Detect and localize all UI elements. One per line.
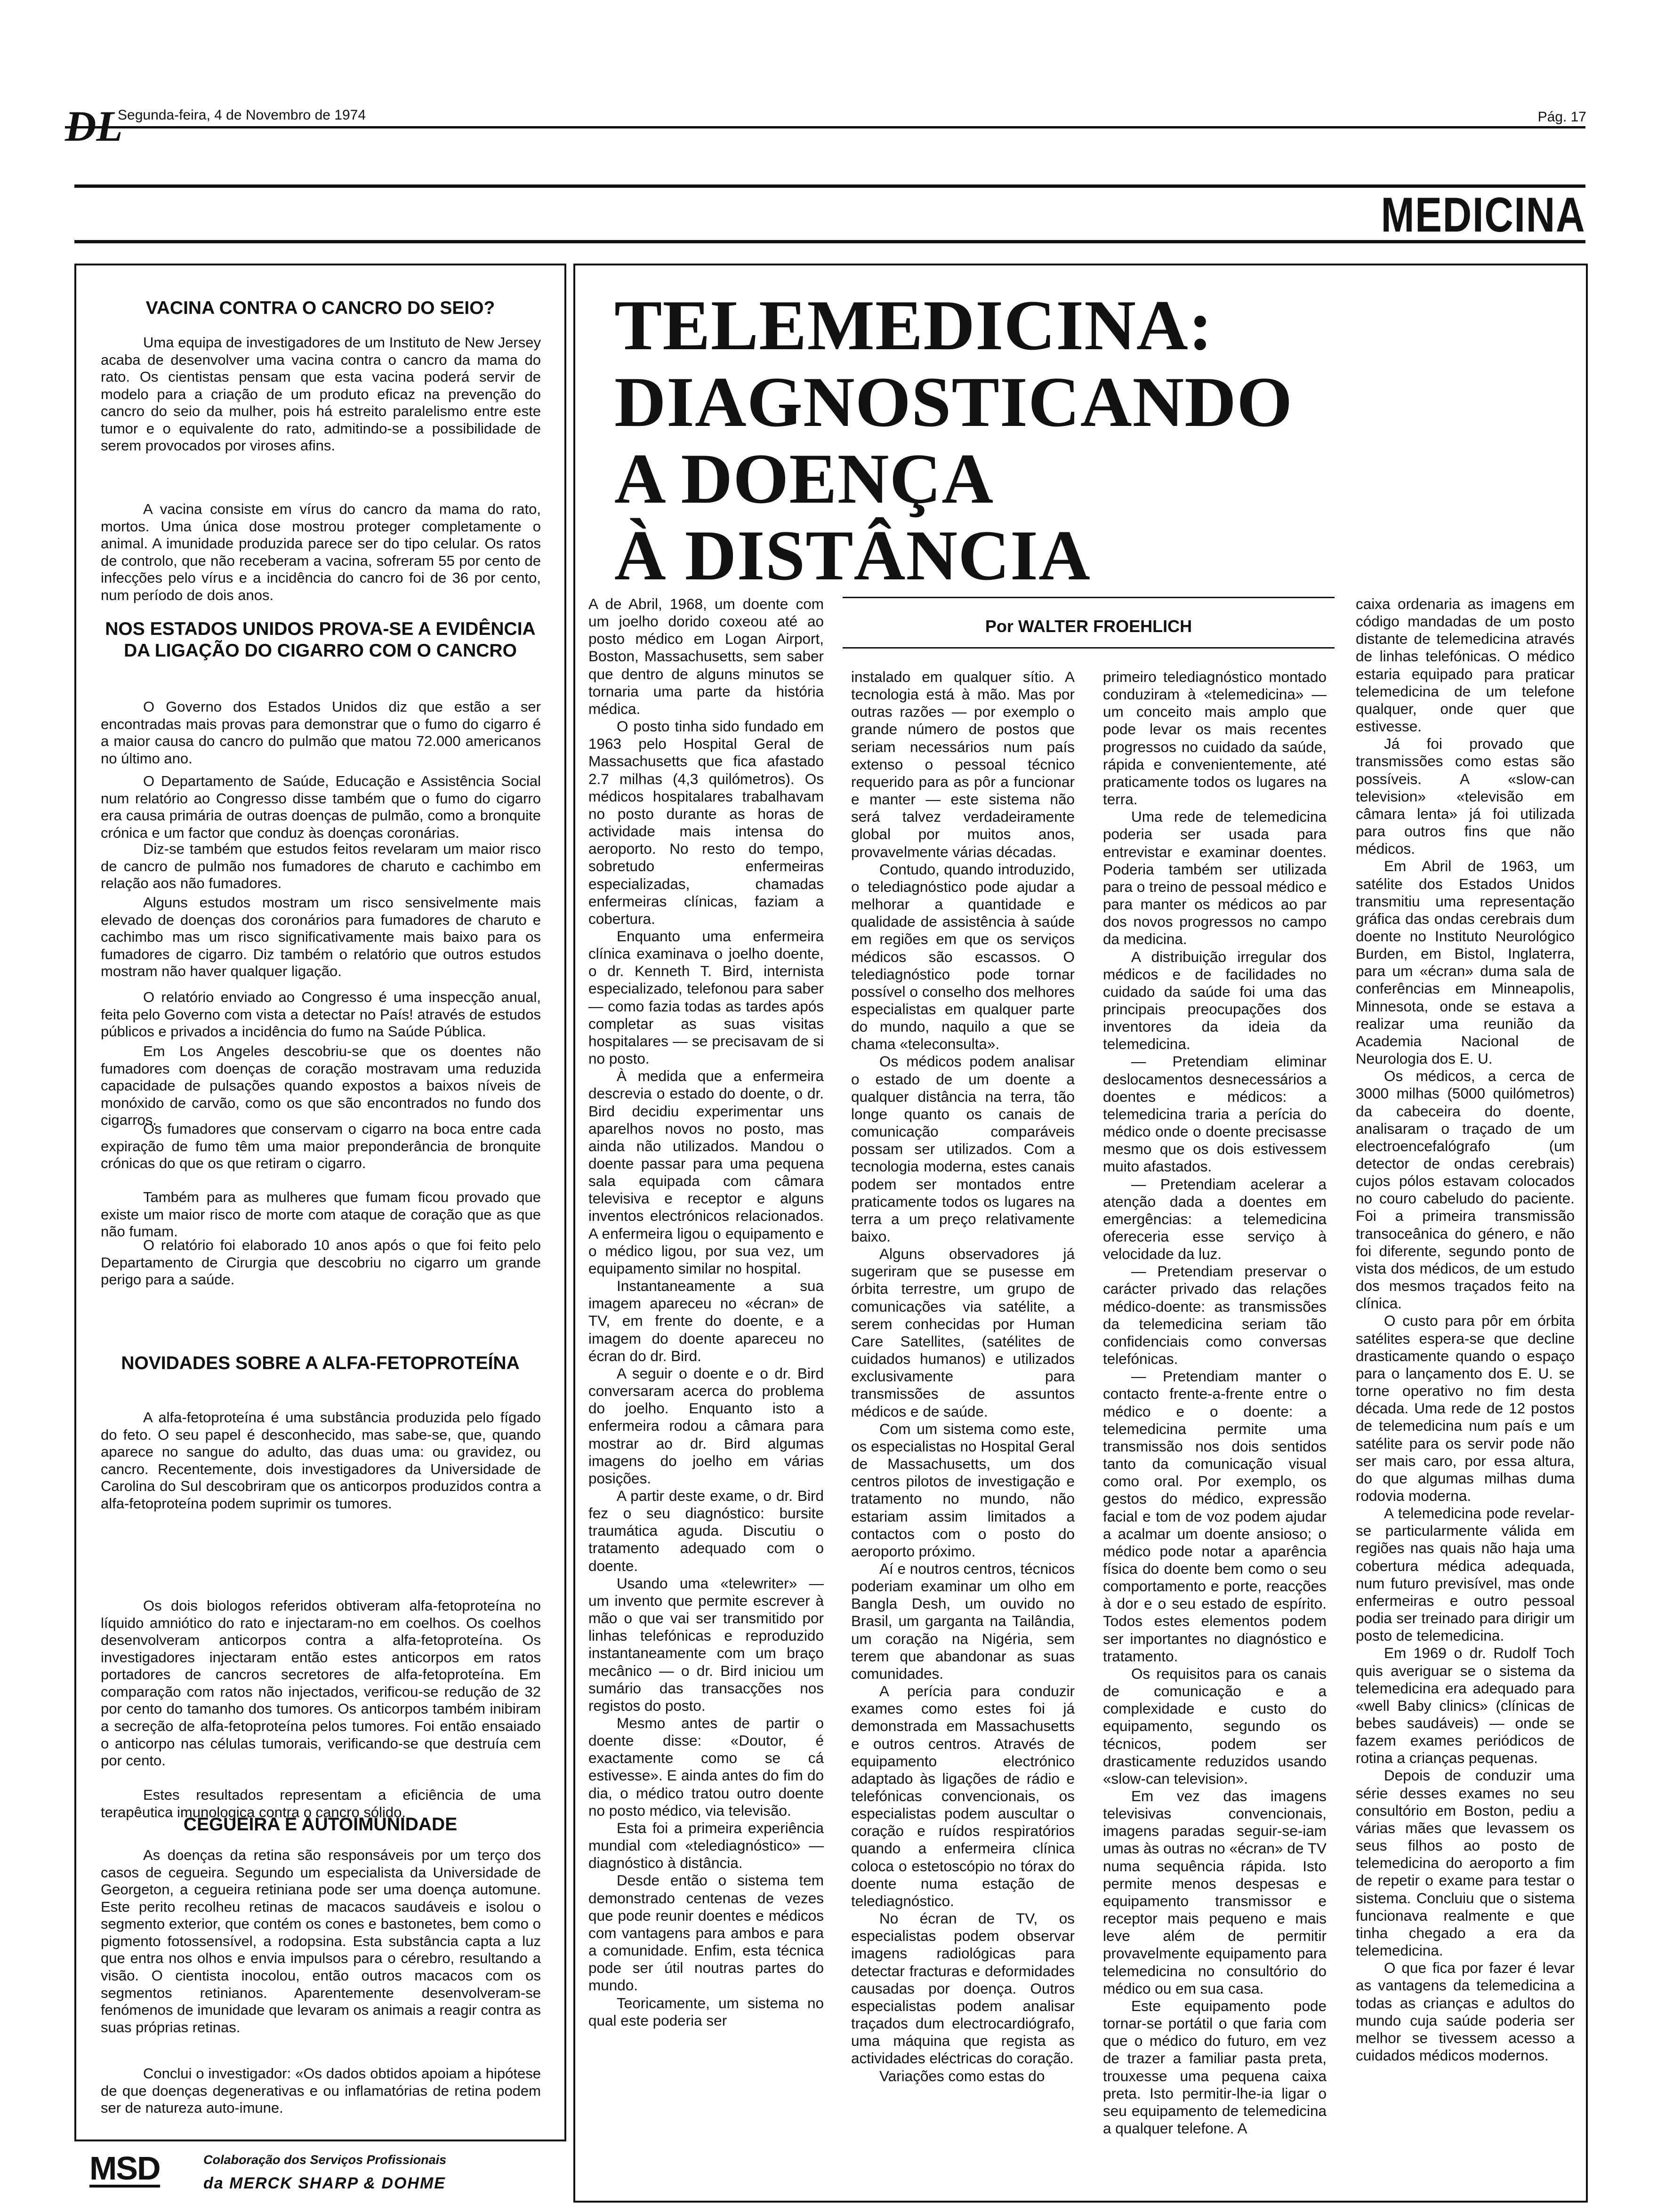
article-column-4 xyxy=(1356,595,1575,2191)
sidebar-paragraph: Conclui o investigador: «Os dados obtidos apoiam a hipótese de que doenças degenerativas e ou inflamatórias de retina podem ser de natureza auto-imune. xyxy=(101,2065,541,2116)
article-paragraph: Uma rede de telemedicina poderia ser usada para entrevistar e examinar doentes. Poderia também ser utilizada para o treino de pessoal médico e para manter os médicos ao par dos novos progressos no campo da medicina. xyxy=(1103,808,1327,948)
article-paragraph: A partir deste exame, o dr. Bird fez o seu diagnóstico: bursite traumática aguda. Discutiu o tratamento adequado com o doente. xyxy=(588,1487,824,1574)
sponsor-line: Colaboração dos Serviços Profissionais xyxy=(203,2153,447,2167)
article-paragraph: Aí e noutros centros, técnicos poderiam examinar um olho em Bangla Desh, um ouvido no Brasil, um garganta na Tailândia, um coração na Nigéria, sem terem que abandonar as suas comunidades. xyxy=(851,1560,1075,1682)
sidebar-story-title: NOS ESTADOS UNIDOS PROVA-SE A EVIDÊNCIA DA LIGAÇÃO DO CIGARRO COM O CANCRO xyxy=(105,619,536,661)
article-paragraph: A seguir o doente e o dr. Bird conversaram acerca do problema do joelho. Enquanto isto a enfermeira rodou a câmara para mostrar ao dr. Bird algumas imagens do joelho em várias posições. xyxy=(588,1364,824,1487)
article-paragraph: A distribuição irregular dos médicos e de facilidades no cuidado da saúde foi uma das principais preocupações dos inventores da ideia da telemedicina. xyxy=(1103,948,1327,1053)
msd-logo: MSD xyxy=(89,2150,160,2187)
article-paragraph: Já foi provado que transmissões como estas são possíveis. A «slow-can television» «televisão em câmara lenta» já foi utilizada para outros fins que não médicos. xyxy=(1356,735,1575,858)
article-paragraph: Em 1969 o dr. Rudolf Toch quis averiguar se o sistema da telemedicina era adequado para «well Baby clinics» (clínicas de bebes saudáveis) — onde se fazem exames periódicos de rotina a crianças pequenas. xyxy=(1356,1644,1575,1767)
article-paragraph: A de Abril, 1968, um doente com um joelho dorido coxeou até ao posto médico em Logan Airport, Boston, Massachusetts, sem saber que dentro de alguns minutos se tornaria uma parte da história médica. xyxy=(588,595,824,717)
article-paragraph: Este equipamento pode tornar-se portátil o que faria com que o médico do futuro, em vez de trazer a familiar pasta preta, trouxesse uma pequena caixa preta. Isto permitir-lhe-ia ligar o seu equipamento de telemedicina a qualquer telefone. A xyxy=(1103,1997,1327,2137)
sidebar-story-title: CEGUEIRA E AUTOIMUNIDADE xyxy=(183,1814,458,1835)
article-paragraph: Instantaneamente a sua imagem apareceu no «écran» de TV, em frente do doente, e a imagem do doente apareceu no écran do dr. Bird. xyxy=(588,1277,824,1364)
sidebar-paragraph: As doenças da retina são responsáveis por um terço dos casos de cegueira. Segundo um especialista da Universidade de Georgeton, a cegueira retiniana pode ser uma doença automune. Este perito recolheu retinas de macacos saudáveis e isolou o segmento exterior, que contém os cones e bastonetes, bem como o pigmento fotossensível, a rodopsina. Esta substância capta a luz que entra nos olhos e envia impulsos para o cérebro, resultando a visão. O cientista inocolou, então outros macacos com os segmentos retinianos. Aparentemente desenvolveram-se fenómenos de imunidade que levaram os animais a reagir contra as suas próprias retinas. xyxy=(101,1847,541,2036)
byline-rule xyxy=(843,597,1335,598)
masthead-divider xyxy=(65,126,1585,128)
article-paragraph: Em vez das imagens televisivas convencionais, imagens paradas seguir-se-iam umas às outras no «écran» de TV numa sequência rápida. Isto permite menos despesas e equipamento transmissor e receptor mais pequeno e mais leve além de permitir provavelmente equipamento para telemedicina no consultório do médico ou em sua casa. xyxy=(1103,1787,1327,1997)
sidebar-paragraph: O relatório foi elaborado 10 anos após o que foi feito pelo Departamento de Cirurgia que descobriu no cigarro um grande perigo para a saúde. xyxy=(101,1237,541,1288)
sidebar-paragraph: A vacina consiste em vírus do cancro da mama do rato, mortos. Uma única dose mostrou proteger completamente o animal. A imunidade produzida parece ser do tipo celular. Os ratos de controlo, que não receberam a vacina, sofreram 55 por cento de infecções pelo vírus e a incidência do cancro foi de 36 por cento, num período de dois anos. xyxy=(101,501,541,603)
sidebar-paragraph: A alfa-fetoproteína é uma substância produzida pelo fígado do feto. O seu papel é desconhecido, mas sabe-se, que, quando aparece no sangue do adulto, das duas uma: ou gravidez, ou cancro. Recentemente, dois investigadores da Universidade de Carolina do Sul descobriram que os anticorpos produzidos contra a alfa-fetoproteína podem suprimir os tumores. xyxy=(101,1409,541,1512)
article-paragraph: Os médicos podem analisar o estado de um doente a qualquer distância na terra, tão longe quanto os canais de comunicação comparáveis possam ser utilizados. Com a tecnologia moderna, estes canais podem ser montados entre praticamente todos os lugares na terra a um preço relativamente baixo. xyxy=(851,1053,1075,1245)
headline-line: À DISTÂNCIA xyxy=(614,516,1091,595)
article-paragraph: — Pretendiam eliminar deslocamentos desnecessários a doentes e médicos: a telemedicina traria a perícia do médico onde o doente precisasse mesmo que os dois estivessem muito afastados. xyxy=(1103,1053,1327,1175)
section-title: MEDICINA xyxy=(1381,188,1585,242)
article-paragraph: No écran de TV, os especialistas podem observar imagens radiológicas para detectar fracturas e deformidades causadas por doença. Outros especialistas podem analisar traçados dum electrocardiógrafo, uma máquina que regista as actividades eléctricas do coração. xyxy=(851,1910,1075,2067)
sponsor-name: da MERCK SHARP & DOHME xyxy=(203,2174,446,2192)
headline-line: A DOENÇA xyxy=(614,439,994,518)
article-paragraph: Em Abril de 1963, um satélite dos Estados Unidos transmitiu uma representação gráfica das ondas cerebrais dum doente no Instituto Neurológico Burden, em Bistol, Inglaterra, para um «écran» duma sala de conferências em Minneapolis, Minnesota, onde se estava a realizar uma reunião da Academia Nacional de Neurologia dos E. U. xyxy=(1356,858,1575,1067)
sidebar-paragraph: Estes resultados representam a eficiência de uma terapêutica imunologica contra o cancro sólido. xyxy=(101,1787,541,1820)
article-paragraph: Depois de conduzir uma série desses exames no seu consultório em Boston, pediu a várias mães que levassem os seus filhos ao posto de telemedicina do aeroporto a fim de repetir o exame para testar o sistema. Concluiu que o sistema funcionava realmente e que tinha chegado a era da telemedicina. xyxy=(1356,1767,1575,1959)
article-paragraph: A telemedicina pode revelar-se particularmente válida em regiões nas quais não haja uma cobertura médica adequada, num futuro previsível, mas onde enfermeiras e outro pessoal podia ser treinado para dirigir um posto de telemedicina. xyxy=(1356,1505,1575,1644)
sidebar-paragraph: Também para as mulheres que fumam ficou provado que existe um maior risco de morte com ataque de coração que as que não fumam. xyxy=(101,1189,541,1240)
article-paragraph: Os requisitos para os canais de comunicação e a complexidade e custo do equipamento, segundo os técnicos, podem ser drasticamente reduzidos usando «slow-can television». xyxy=(1103,1665,1327,1787)
article-paragraph: Variações como estas do xyxy=(879,2067,1045,2084)
sidebar-paragraph: Diz-se também que estudos feitos revelaram um maior risco de cancro de pulmão nos fumadores de charuto e cachimbo em relação aos não fumadores. xyxy=(101,841,541,892)
article-paragraph: À medida que a enfermeira descrevia o estado do doente, o dr. Bird decidiu experimentar uns aparelhos novos no posto, mas ainda não utilizados. Mandou o doente passar para uma pequena sala equipada com câmara televisiva e receptor e alguns inventos electrónicos relacionados. A enfermeira ligou o equipamento e o médico ligou, por sua vez, um equipamento similar no hospital. xyxy=(588,1067,824,1277)
sidebar-paragraph: O relatório enviado ao Congresso é uma inspecção anual, feita pelo Governo com vista a detectar no País! através de estudos públicos e privados a incidência do fumo na Saúde Pública. xyxy=(101,989,541,1040)
article-paragraph: caixa ordenaria as imagens em código mandadas de um posto distante de telemedicina através de linhas telefónicas. O médico estaria equipado para praticar telemedicina de um telefone qualquer, onde quer que estivesse. xyxy=(1356,595,1575,735)
article-paragraph: primeiro telediagnóstico montado conduziram à «telemedicina» — um conceito mais amplo que pode levar os mais recentes progressos no cuidado da saúde, rápida e convenientemente, até praticamente todos os lugares na terra. xyxy=(1103,668,1327,808)
section-divider-top xyxy=(74,184,1585,188)
article-paragraph: — Pretendiam preservar o carácter privado das relações médico-doente: as transmissões da telemedicina seriam tão confidenciais como conversas telefónicas. xyxy=(1103,1263,1327,1368)
sidebar-story-title: NOVIDADES SOBRE A ALFA-FETOPROTEÍNA xyxy=(121,1353,520,1373)
byline: Por WALTER FROEHLICH xyxy=(985,617,1192,636)
sidebar-paragraph: O Departamento de Saúde, Educação e Assistência Social num relatório ao Congresso disse também que o fumo do cigarro era causa primária de outras doenças de pulmão, como a bronquite crónica e um factor que conduz às doenças coronárias. xyxy=(101,773,541,841)
newspaper-logo: DL xyxy=(65,102,123,150)
sidebar-paragraph: O Governo dos Estados Unidos diz que estão a ser encontradas mais provas para demonstrar que o fumo do cigarro é a maior causa do cancro do pulmão que matou 72.000 americanos no último ano. xyxy=(101,698,541,767)
article-paragraph: O custo para pôr em órbita satélites espera-se que decline drasticamente quando o espaço para o lançamento dos E. U. se torne operativo no fim desta década. Uma rede de 12 postos de telemedicina num país e um satélite para os servir pode não ser mais caro, por essa altura, do que algumas milhas duma rodovia moderna. xyxy=(1356,1312,1575,1504)
headline-line: TELEMEDICINA: xyxy=(614,286,1213,365)
sidebar-paragraph: Alguns estudos mostram um risco sensivelmente mais elevado de doenças dos coronários para fumadores de charuto e cachimbo mas um risco significativamente mais baixo para os fumadores de cigarro. Diz também o relatório que outros estudos mostram não haver qualquer ligação. xyxy=(101,894,541,980)
article-paragraph: Alguns observadores já sugeriram que se pusesse em órbita terrestre, um grupo de comunicações via satélite, a serem conhecidas por Human Care Satellites, (satélites de cuidados humanos) e utilizados exclusivamente para transmissões de assuntos médicos e de saúde. xyxy=(851,1245,1075,1420)
sidebar-story-title: VACINA CONTRA O CANCRO DO SEIO? xyxy=(145,298,495,318)
article-paragraph: O posto tinha sido fundado em 1963 pelo Hospital Geral de Massachusetts que fica afastado 2.7 milhas (4,3 quilómetros). Os médicos hospitalares trabalhavam no posto durante as horas de actividade mais intensa do aeroporto. No resto do tempo, sobretudo enfermeiras especializadas, chamadas enfermeiras clínicas, faziam a cobertura. xyxy=(588,718,824,927)
article-paragraph: Com um sistema como este, os especialistas no Hospital Geral de Massachusetts, um dos centros pilotos de investigação e tratamento no mundo, não estariam assim limitados a contactos com o posto do aeroporto próximo. xyxy=(851,1420,1075,1560)
article-column-1 xyxy=(588,595,824,2191)
article-column-2 xyxy=(851,668,1075,2191)
article-column-3 xyxy=(1103,668,1327,2191)
page-number: Pág. 17 xyxy=(1537,109,1586,125)
sidebar-news-box xyxy=(74,264,566,2141)
byline-rule xyxy=(843,647,1335,649)
article-paragraph: Desde então o sistema tem demonstrado centenas de vezes que pode reunir doentes e médicos com vantagens para ambos e para a comunidade. Enfim, esta técnica pode ser útil noutras partes do mundo. xyxy=(588,1872,824,1994)
article-paragraph: O que fica por fazer é levar as vantagens da telemedicina a todas as crianças e adultos do mundo cuja saúde poderia ser melhor se tivessem acesso a cuidados médicos modernos. xyxy=(1356,1959,1575,2064)
article-paragraph: Contudo, quando introduzido, o telediagnóstico pode ajudar a melhorar a quantidade e qualidade de assistência à saúde em regiões em que os serviços médicos são escassos. O telediagnóstico pode tornar possível o conselho dos melhores especialistas em qualquer parte do mundo, naquilo a que se chama «teleconsulta». xyxy=(851,860,1075,1053)
article-paragraph: Os médicos, a cerca de 3000 milhas (5000 quilómetros) da cabeceira do doente, analisaram o traçado de um electroencefalógrafo (um detector de ondas cerebrais) cujos pólos estavam colocados no couro cabeludo do paciente. Foi a primeira transmissão transoceânica do género, e não foi diferente, segundo ponto de vista dos médicos, de um estudo dos mesmos traçados feito na clínica. xyxy=(1356,1067,1575,1312)
sidebar-paragraph: Uma equipa de investigadores de um Instituto de New Jersey acaba de desenvolver uma vacina contra o cancro da mama do rato. Os cientistas pensam que esta vacina poderá servir de modelo para a criação de um produto eficaz na prevenção do cancro do seio da mulher, pois há estreito paralelismo entre este tumor e o equivalente do rato, admitindo-se a possibilidade de serem provocados por viroses afins. xyxy=(101,334,541,454)
article-paragraph: instalado em qualquer sítio. A tecnologia está à mão. Mas por outras razões — por exemplo o grande número de postos que seriam necessários num país extenso o pessoal técnico requerido para as pôr a funcionar e manter — este sistema não será talvez verdadeiramente global por muitos anos, provavelmente várias décadas. xyxy=(851,668,1075,860)
article-paragraph: Enquanto uma enfermeira clínica examinava o joelho doente, o dr. Kenneth T. Bird, internista especializado, telefonou para saber — como fazia todas as tardes após completar as suas visitas hospitalares — se precisavam de si no posto. xyxy=(588,927,824,1067)
sidebar-paragraph: Em Los Angeles descobriu-se que os doentes não fumadores com doenças de coração mostravam uma reduzida capacidade de pulsações quando expostos a baixos níveis de monóxido de carvão, como os que são encontrados no fundo dos cigarros. xyxy=(101,1043,541,1129)
article-paragraph: A perícia para conduzir exames como estes foi já demonstrada em Massachusetts e outros centros. Através de equipamento electrónico adaptado às ligações de rádio e telefónicas convencionais, os especialistas podem auscultar o coração e ruídos respiratórios quando a enfermeira clínica coloca o estetoscópio no tórax do doente numa estação de telediagnóstico. xyxy=(851,1683,1075,1909)
section-divider-bottom xyxy=(74,240,1585,243)
article-paragraph: — Pretendiam acelerar a atenção dada a doentes em emergências: a telemedicina ofereceria esse serviço à velocidade da luz. xyxy=(1103,1175,1327,1263)
headline-line: DIAGNOSTICANDO xyxy=(614,362,1293,441)
sidebar-paragraph: Os dois biologos referidos obtiveram alfa-fetoproteína no líquido amniótico do rato e injectaram-no em coelhos. Os coelhos desenvolveram anticorpos contra a alfa-fetoproteína. Os investigadores injectaram então estes anticorpos em ratos portadores de cancros secretores de alfa-fetoproteína. Em comparação com ratos não injectados, verificou-se redução de 32 por cento do tamanho dos tumores. Os anticorpos também inibiram a secreção de alfa-fetoproteína pelos tumores. Foi então ensaiado o anticorpo nas células tumorais, verificando-se que destruía cem por cento. xyxy=(101,1597,541,1769)
sidebar-paragraph: Os fumadores que conservam o cigarro na boca entre cada expiração de fumo têm uma maior preponderância de bronquite crónicas do que os que retiram o cigarro. xyxy=(101,1121,541,1172)
article-paragraph: Teoricamente, um sistema no qual este poderia ser xyxy=(588,1994,824,2029)
issue-date: Segunda-feira, 4 de Novembro de 1974 xyxy=(118,107,366,123)
article-paragraph: — Pretendiam manter o contacto frente-a-frente entre o médico e o doente: a telemedicina permite uma transmissão nos dois sentidos tanto da comunicação visual como oral. Por exemplo, os gestos do médico, expressão facial e tom de voz podem ajudar a acalmar um doente ansioso; o médico pode notar a aparência física do doente bem como o seu comportamento e porte, reacções à dor e o seu estado de espírito. Todos estes elementos podem ser importantes no diagnóstico e tratamento. xyxy=(1103,1368,1327,1665)
article-paragraph: Esta foi a primeira experiência mundial com «telediagnóstico» — diagnóstico à distância. xyxy=(588,1819,824,1872)
article-paragraph: Usando uma «telewriter» — um invento que permite escrever à mão o que vai ser transmitido por linhas telefónicas e reproduzido instantaneamente com um braço mecânico — o dr. Bird iniciou um sumário das transacções nos registos do posto. xyxy=(588,1574,824,1714)
article-paragraph: Mesmo antes de partir o doente disse: «Doutor, é exactamente como se cá estivesse». E ainda antes do fim do dia, o médico tratou outro doente no posto médico, via televisão. xyxy=(588,1715,824,1819)
